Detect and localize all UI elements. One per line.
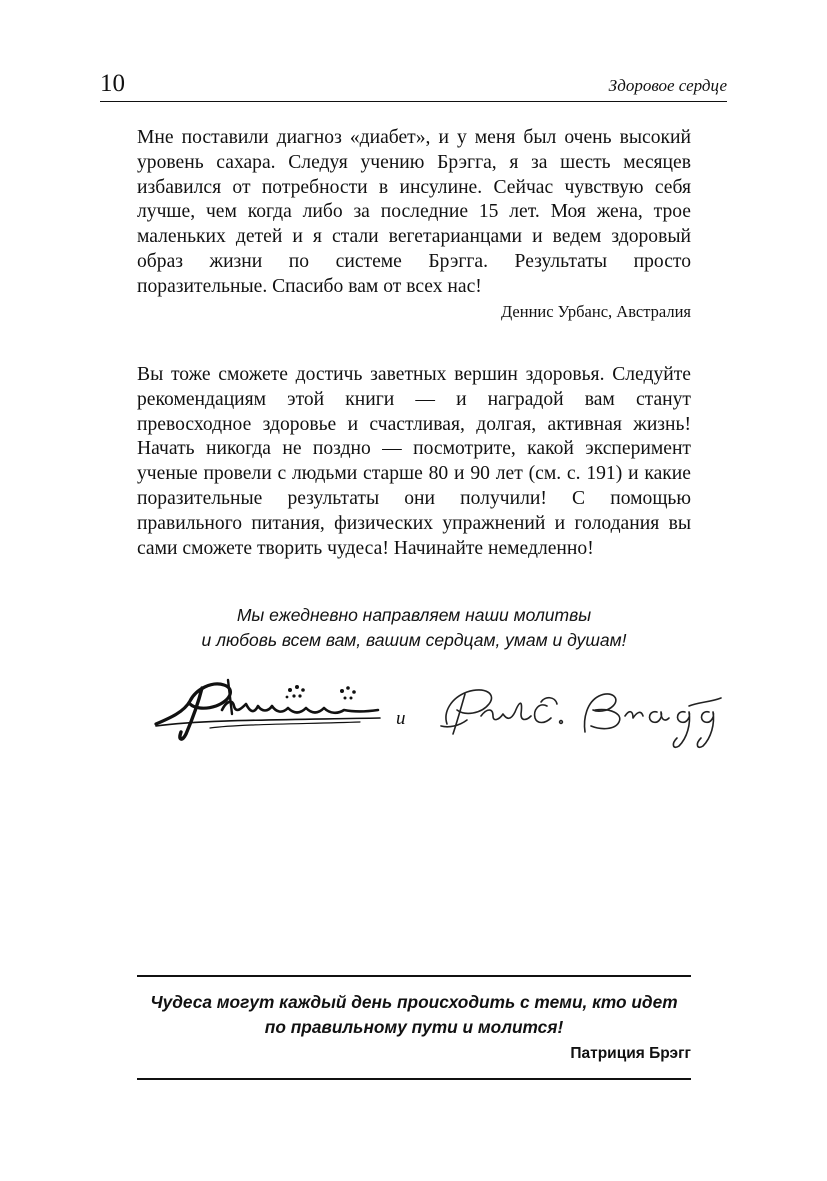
prayer-text	[137, 603, 691, 653]
signature-connector: и	[396, 708, 406, 729]
testimonial-attribution: Деннис Урбанс, Австралия	[500, 302, 691, 321]
quote-line-1: Чудеса могут каждый день происходить с теми, кто идет	[150, 992, 678, 1012]
running-title: Здоровое сердце	[608, 76, 727, 95]
testimonial-line: просто поразительные. Спасибо вам от всех нас!	[137, 250, 691, 297]
encouragement-line: Вы тоже сможете достичь заветных вершин здоровья. Сле	[137, 364, 644, 385]
testimonial-line: месяцев избавился от потребности в инсулине. Сейчас чув	[137, 151, 691, 198]
encouragement-line: жизнь! Начать никогда не поздно — посмотрите, какой	[137, 413, 691, 460]
quote-text	[137, 990, 691, 1040]
paul-bragg-signature	[435, 676, 725, 756]
patricia-signature	[150, 668, 385, 750]
page-number: 10	[100, 70, 125, 97]
encouragement-line: дуйте рекомендациям этой книги — и наградой вам ста	[137, 364, 691, 410]
header-rule	[100, 101, 727, 102]
quote-author: Патриция Брэгг	[570, 1045, 691, 1062]
encouragement-line: ли! С помощью правильного питания, физических упражне	[137, 487, 691, 534]
encouragement-paragraph	[137, 363, 691, 561]
quote-top-rule	[137, 975, 691, 977]
testimonial-text	[137, 126, 691, 300]
prayer-line-2: и любовь всем вам, вашим сердцам, умам и душам!	[201, 630, 627, 650]
testimonial-line: жена, трое маленьких детей и я стали вегетарианцами и ве	[137, 201, 691, 248]
prayer-line-1: Мы ежедневно направляем наши молитвы	[236, 605, 592, 625]
encouragement-line: те немедленно!	[465, 537, 594, 559]
encouragement-line: эксперимент ученые провели с людьми старше 80 и 90 лет	[137, 438, 691, 485]
testimonial-paragraph	[137, 126, 691, 300]
encouragement-text	[137, 363, 691, 561]
testimonial-line: сокий уровень сахара. Следуя учению Брэгга, я за шесть	[137, 127, 691, 173]
testimonial-line: ствую себя лучше, чем когда либо за последние 15 лет. Моя	[137, 176, 691, 223]
encouragement-line: (см. с. 191) и какие поразительные результаты они получи	[137, 463, 691, 509]
encouragement-line: ний и голодания вы сами сможете творить чудеса! Начинай	[137, 512, 691, 559]
encouragement-line: нут превосходное здоровье и счастливая, долгая, активная	[137, 388, 691, 435]
testimonial-line: дем здоровый образ жизни по системе Брэгга. Результаты	[137, 226, 691, 272]
testimonial-line: Мне поставили диагноз «диабет», и у меня был очень вы	[137, 127, 643, 148]
quote-bottom-rule	[137, 1078, 691, 1080]
quote-line-2: по правильному пути и молится!	[264, 1017, 564, 1037]
